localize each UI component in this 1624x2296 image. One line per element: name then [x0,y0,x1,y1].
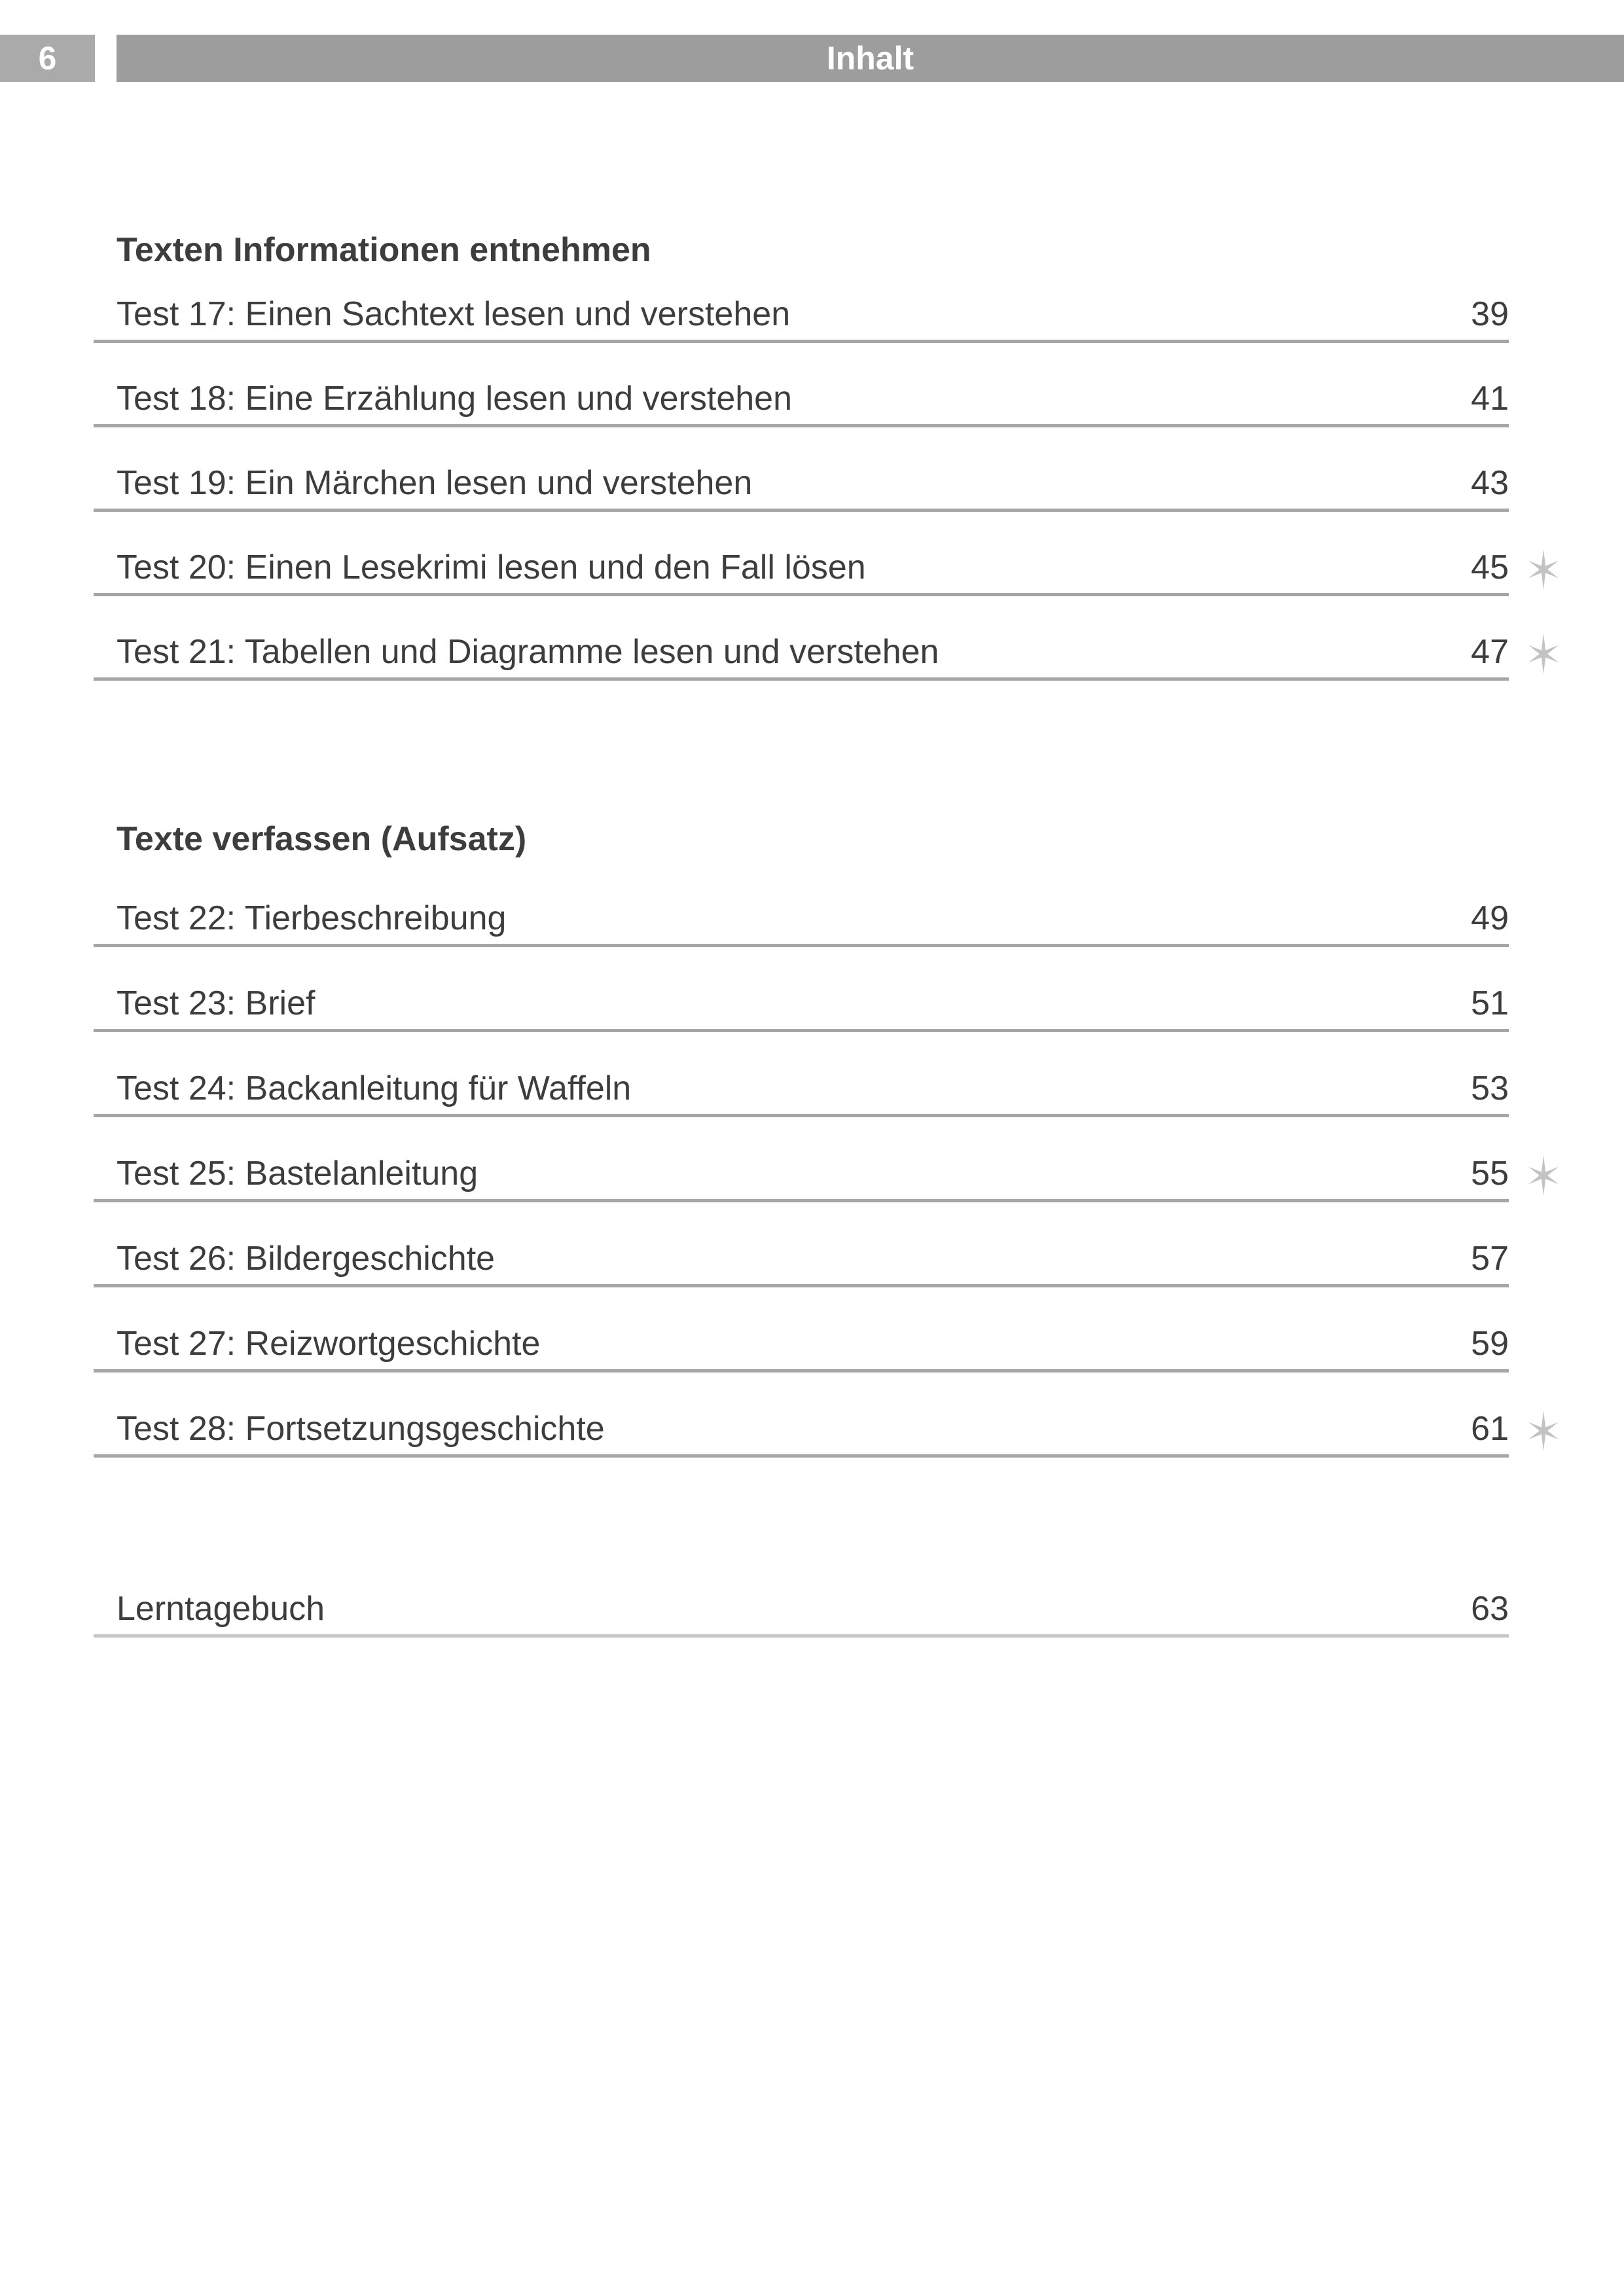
toc-entry-label: Test 19: Ein Märchen lesen und verstehen [117,463,753,502]
toc-entry-page: 63 [1471,1589,1509,1628]
toc-entry-label: Test 28: Fortsetzungsgeschichte [117,1409,605,1448]
toc-entry-page: 39 [1471,295,1509,333]
toc-entry-label: Test 24: Backanleitung für Waffeln [117,1069,632,1107]
toc-entry-label: Lerntagebuch [117,1589,325,1628]
toc-entry-page: 55 [1471,1154,1509,1193]
toc-row [94,1202,1509,1287]
toc-entry-label: Test 18: Eine Erzählung lesen und verstehen [117,379,793,418]
toc-row [94,1287,1509,1372]
toc-row [94,1032,1509,1117]
toc-entry-page: 45 [1471,548,1509,586]
toc-entry-label: Test 26: Bildergeschichte [117,1239,496,1278]
toc-entry-page: 49 [1471,899,1509,937]
toc-entry-label: Test 21: Tabellen und Diagramme lesen und verstehen [117,632,939,671]
toc-entry-page: 61 [1471,1409,1509,1448]
toc-entry-page: 47 [1471,632,1509,671]
section-heading: Texten Informationen entnehmen [117,231,651,269]
toc-row [94,596,1509,681]
star-icon [1526,1410,1561,1451]
toc-row [94,947,1509,1032]
toc-entry-page: 51 [1471,984,1509,1022]
toc-row [94,858,1509,947]
toc-entry-page: 43 [1471,463,1509,502]
toc-entry-page: 59 [1471,1324,1509,1363]
toc-row [94,343,1509,427]
toc-entry-page: 41 [1471,379,1509,418]
toc-entry-label: Test 23: Brief [117,984,316,1022]
toc-row [94,269,1509,343]
toc-row [94,512,1509,596]
page-number-badge: 6 [0,35,95,82]
table-of-contents [94,0,1509,1638]
toc-entry-label: Test 17: Einen Sachtext lesen und verstehen [117,295,791,333]
section-heading: Texte verfassen (Aufsatz) [117,820,527,858]
toc-entry-label: Test 22: Tierbeschreibung [117,899,507,937]
page-title: Inhalt [826,40,914,77]
toc-row-lerntagebuch [94,1458,1509,1638]
toc-entry-page: 53 [1471,1069,1509,1107]
toc-entry-label: Test 20: Einen Lesekrimi lesen und den Fall lösen [117,548,866,586]
toc-row [94,427,1509,512]
star-icon [1526,634,1561,674]
toc-entry-label: Test 27: Reizwortgeschichte [117,1324,541,1363]
toc-row [94,1117,1509,1202]
toc-row [94,1372,1509,1458]
star-icon [1526,1155,1561,1196]
toc-entry-label: Test 25: Bastelanleitung [117,1154,478,1193]
star-icon [1526,549,1561,590]
toc-entry-page: 57 [1471,1239,1509,1278]
